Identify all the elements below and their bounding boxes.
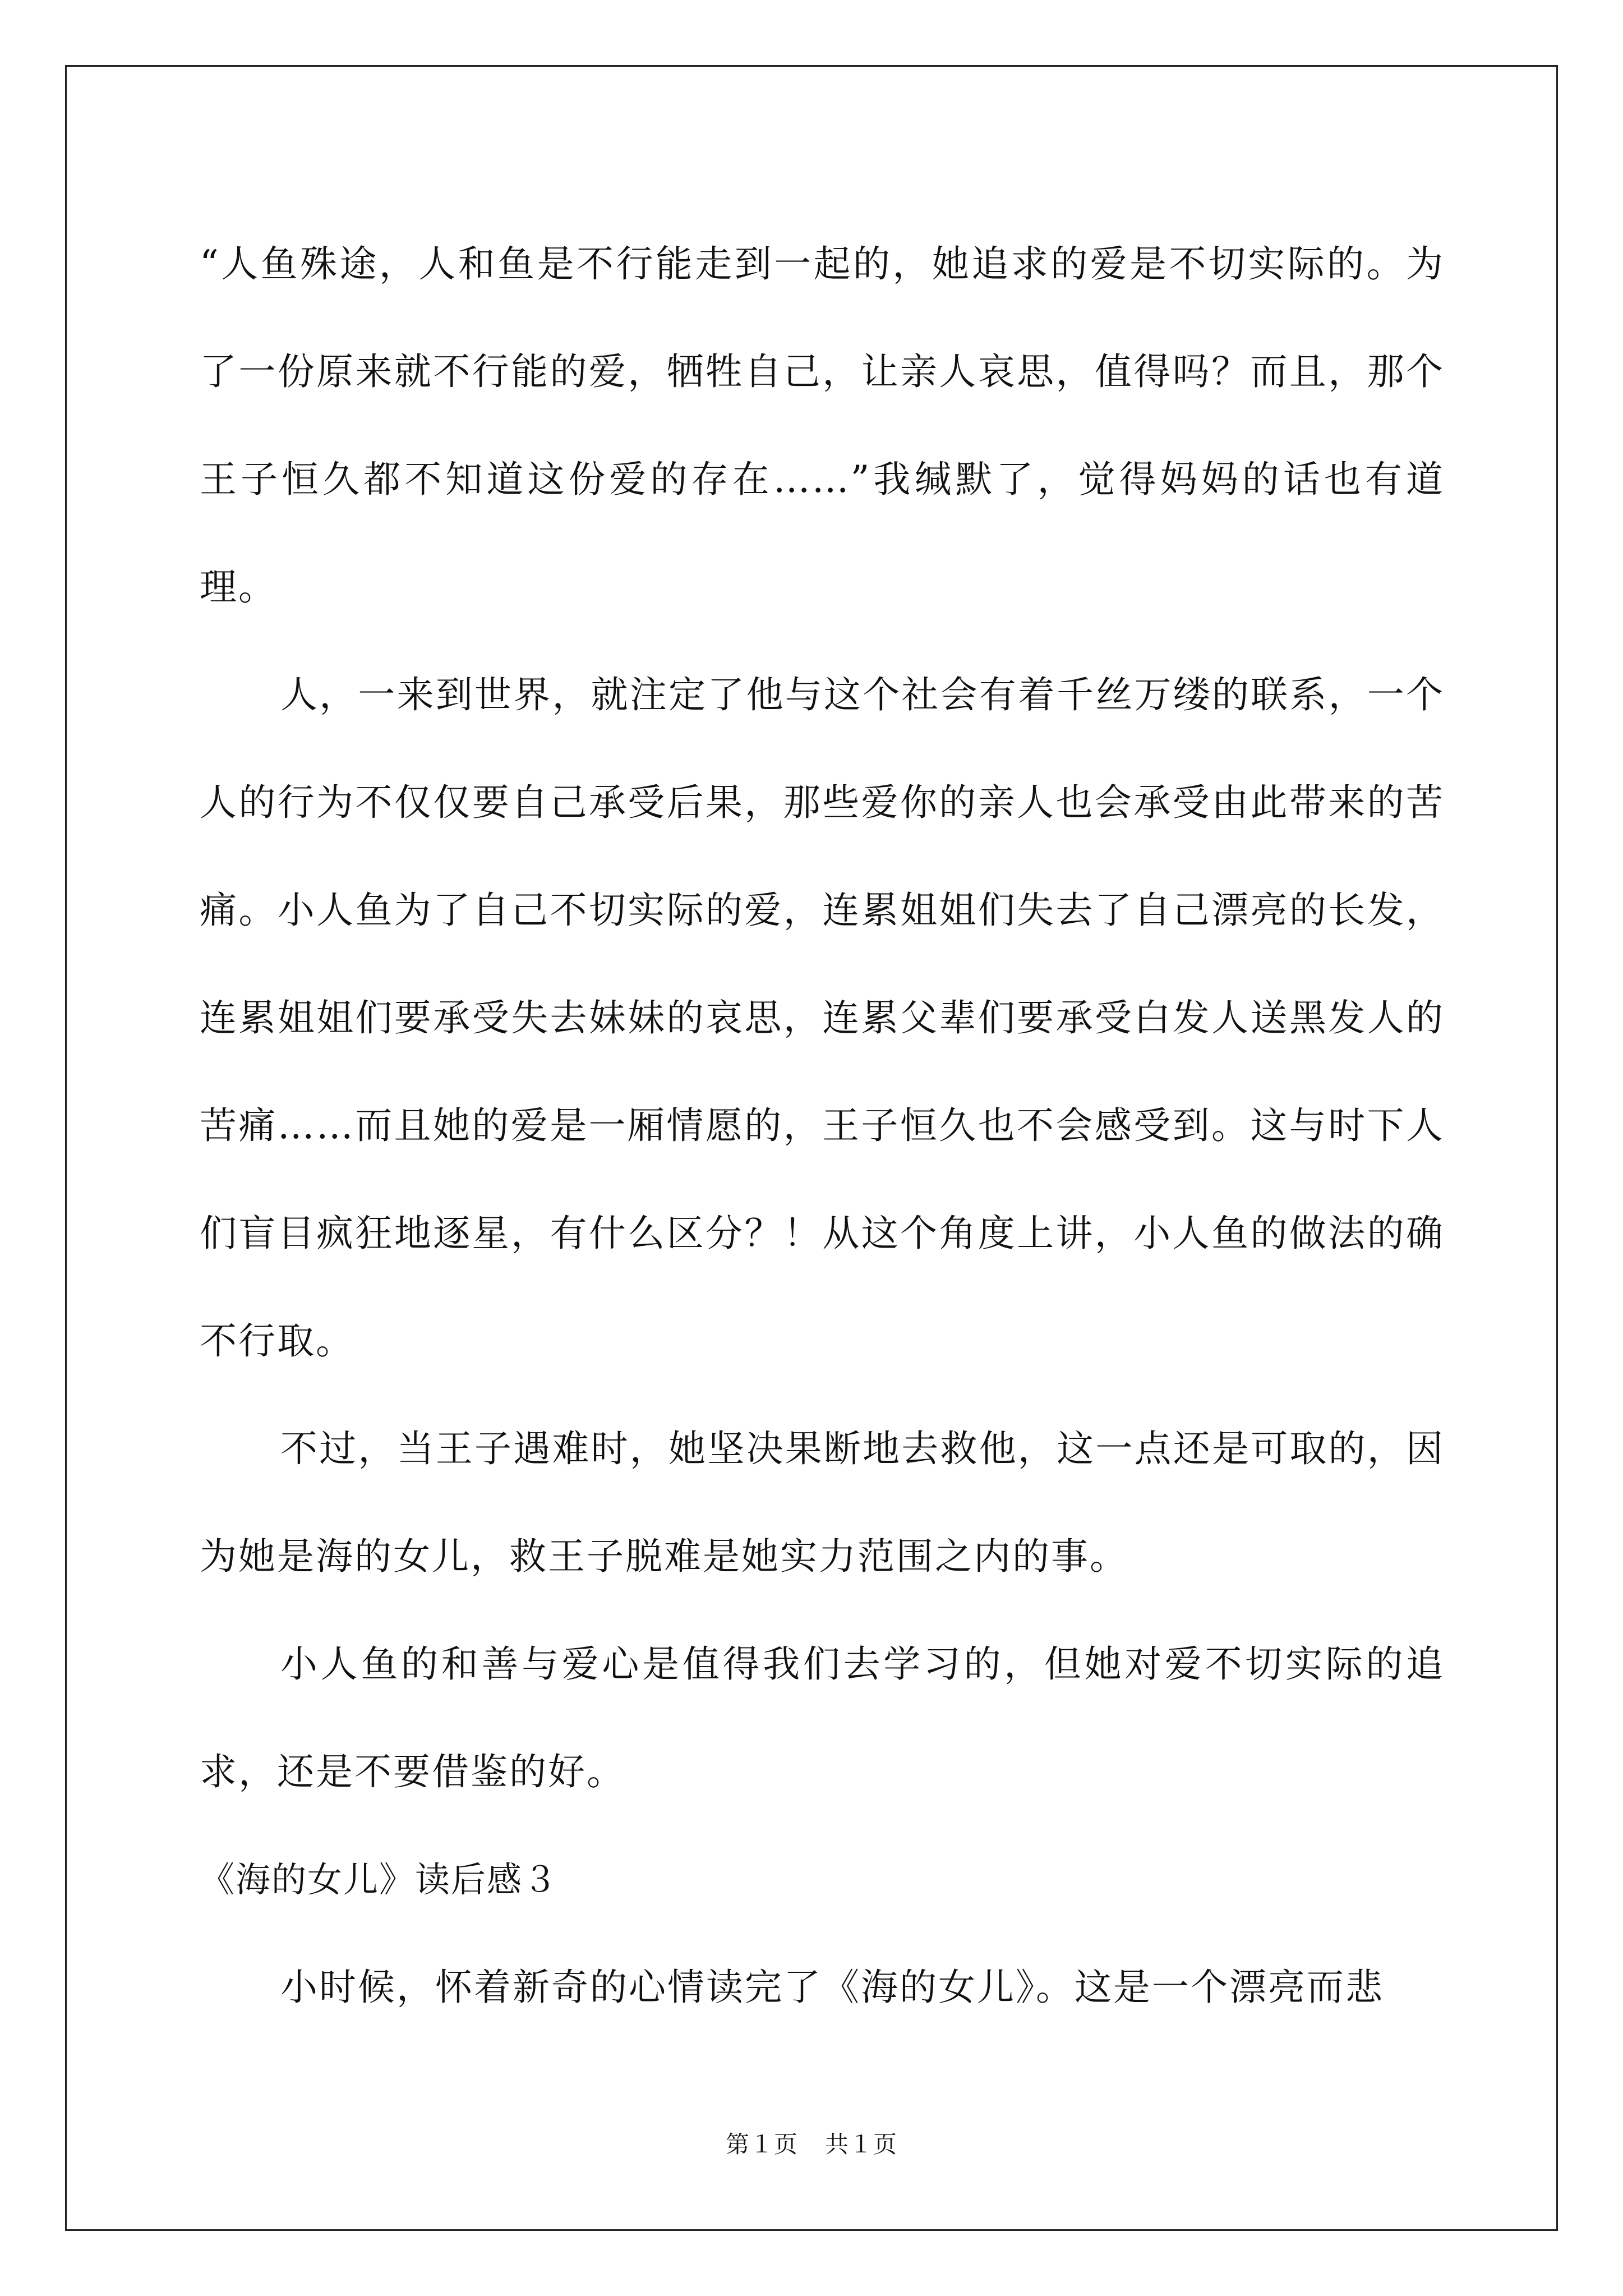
section-heading: 《海的女儿》读后感３ xyxy=(200,1859,559,1900)
paragraph-3: 不过，当王子遇难时，她坚决果断地去救他，这一点还是可取的，因为她是海的女儿，救王子脱难是她实力范围之内的事。 xyxy=(200,1427,1445,1578)
paragraph-2: 人，一来到世界，就注定了他与这个社会有着千丝万缕的联系，一个人的行为不仅仅要自己承受后果，那些爱你的亲人也会承受由此带来的苦痛。小人鱼为了自己不切实际的爱，连累姐姐们失去了自己漂亮的长发，连累姐姐们要承受失去妹妹的哀思，连累父辈们要承受白发人送黑发人的苦痛……而且她的爱是一厢情愿的，王子恒久也不会感受到。这与时下人们盲目疯狂地逐星，有什么区分？！从这个角度上讲，小人鱼的做法的确不行取。 xyxy=(200,673,1445,1363)
document-body xyxy=(200,210,1445,2041)
paragraph-4: 小人鱼的和善与爱心是值得我们去学习的，但她对爱不切实际的追求，还是不要借鉴的好。 xyxy=(200,1642,1445,1793)
page-footer xyxy=(0,2126,1623,2160)
paragraph-5: 小时候，怀着新奇的心情读完了《海的女儿》。这是一个漂亮而悲 xyxy=(280,1966,1384,2009)
paragraph-1: “人鱼殊途，人和鱼是不行能走到一起的，她追求的爱是不切实际的。为了一份原来就不行能的爱，牺牲自己，让亲人哀思，值得吗？而且，那个王子恒久都不知道这份爱的存在……”我缄默了，觉得妈妈的话也有道理。 xyxy=(200,242,1445,609)
page-total: 共１页 xyxy=(825,2131,898,2158)
page-number: 第１页 xyxy=(725,2131,798,2158)
